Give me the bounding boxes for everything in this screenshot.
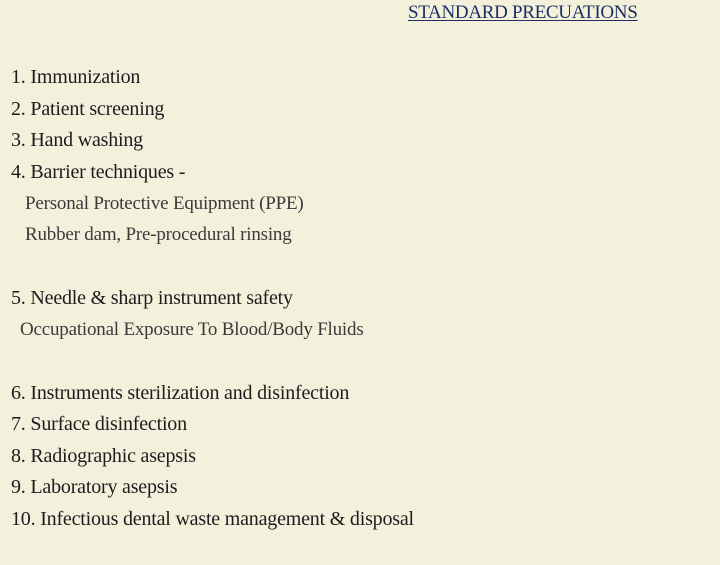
- list-item-waste-management: 10. Infectious dental waste management & disposal: [11, 508, 414, 530]
- list-item-laboratory-asepsis: 9. Laboratory asepsis: [11, 476, 178, 498]
- list-item-surface-disinfection: 7. Surface disinfection: [11, 413, 187, 435]
- sub-item-ppe: Personal Protective Equipment (PPE): [25, 193, 304, 214]
- list-item-instrument-sterilization: 6. Instruments sterilization and disinfection: [11, 382, 350, 404]
- list-item-immunization: 1. Immunization: [11, 66, 141, 88]
- list-item-barrier-techniques: 4. Barrier techniques -: [11, 161, 186, 183]
- sub-item-rubber-dam: Rubber dam, Pre-procedural rinsing: [25, 224, 292, 245]
- page-title: STANDARD PRECUATIONS: [408, 2, 638, 23]
- list-item-needle-safety: 5. Needle & sharp instrument safety: [11, 287, 293, 309]
- list-item-hand-washing: 3. Hand washing: [11, 129, 143, 151]
- list-item-radiographic-asepsis: 8. Radiographic asepsis: [11, 445, 196, 467]
- list-item-patient-screening: 2. Patient screening: [11, 98, 165, 120]
- sub-item-occupational-exposure: Occupational Exposure To Blood/Body Fluids: [20, 319, 364, 340]
